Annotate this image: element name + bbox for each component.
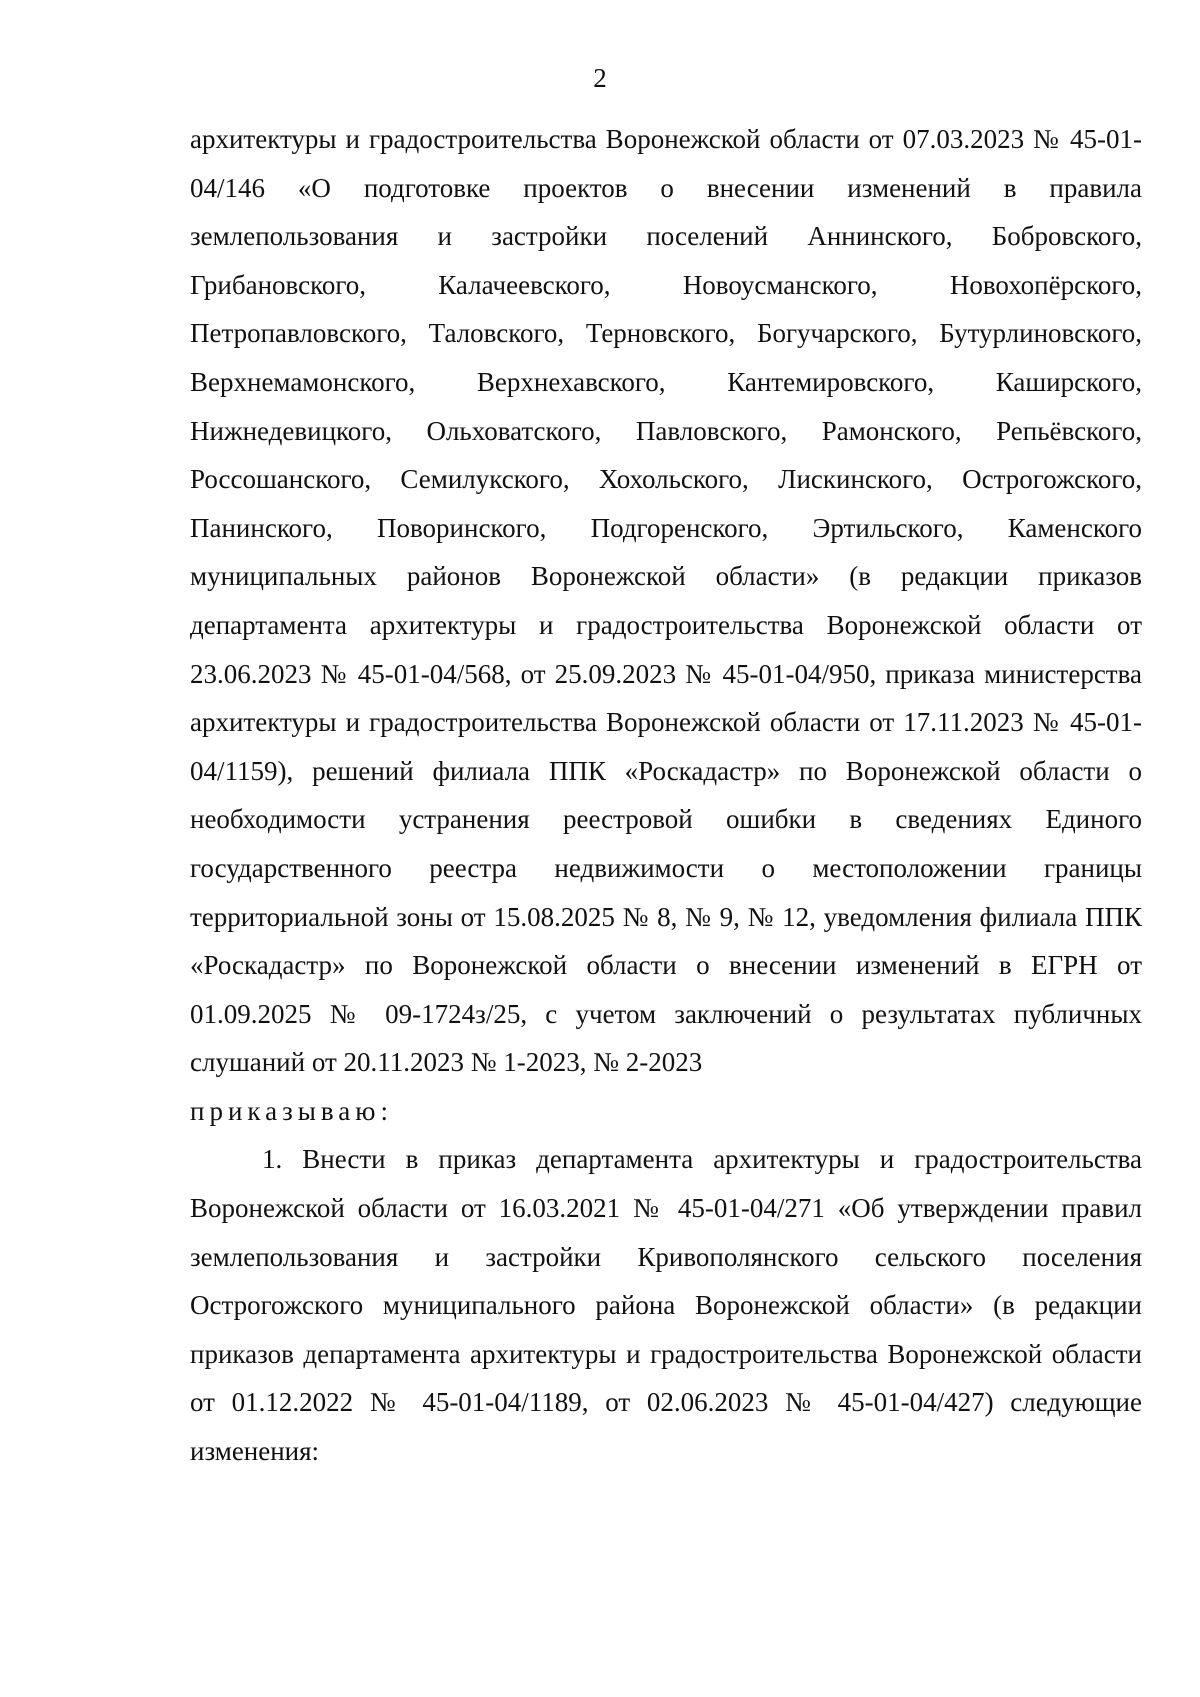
order-word: приказываю: [190,1095,393,1126]
document-body [190,115,1142,1476]
preamble-paragraph: архитектуры и градостроительства Воронежской области от 07.03.2023 № 45-01-04/146 «О подготовке проектов о внесении изменений в правила землепользования и застройки поселений Аннинского, Бобровского, Грибановского, Калачеевского, Новоусманского, Новохопёрского, Петропавловского, Таловского, Терновского, Богучарского, Бутурлиновского, Верхнемамонского, Верхнехавского, Кантемировского, Каширского, Нижнедевицкого, Ольховатского, Павловского, Рамонского, Репьёвского, Россошанского, Семилукского, Хохольского, Лискинского, Острогожского, Панинского, Поворинского, Подгоренского, Эртильского, Каменского муниципальных районов Воронежской области» (в редакции приказов департамента архитектуры и градостроительства Воронежской области от 23.06.2023 № 45-01-04/568, от 25.09.2023 № 45-01-04/950, приказа министерства архитектуры и градостроительства Воронежской области от 17.11.2023 № 45-01-04/1159), решений филиала ППК «Роскадастр» по Воронежской области о необходимости устранения реестровой ошибки в сведениях Единого государственного реестра недвижимости о местоположении границы территориальной зоны от 15.08.2025 № 8, № 9, № 12, уведомления филиала ППК «Роскадастр» по Воронежской области о внесении изменений в ЕГРН от 01.09.2025 № 09-1724з/25, с учетом заключений о результатах публичных слушаний от 20.11.2023 № 1-2023, № 2-2023 [190,124,1142,1078]
order-item-1: 1. Внести в приказ департамента архитектуры и градостроительства Воронежской области от 16.03.2021 № 45-01-04/271 «Об утверждении правил землепользования и застройки Кривополянского сельского поселения Острогожского муниципального района Воронежской области» (в редакции приказов департамента архитектуры и градостроительства Воронежской области от 01.12.2022 № 45-01-04/1189, от 02.06.2023 № 45-01-04/427) следующие изменения: [190,1144,1142,1467]
page-number: 2 [593,63,607,93]
